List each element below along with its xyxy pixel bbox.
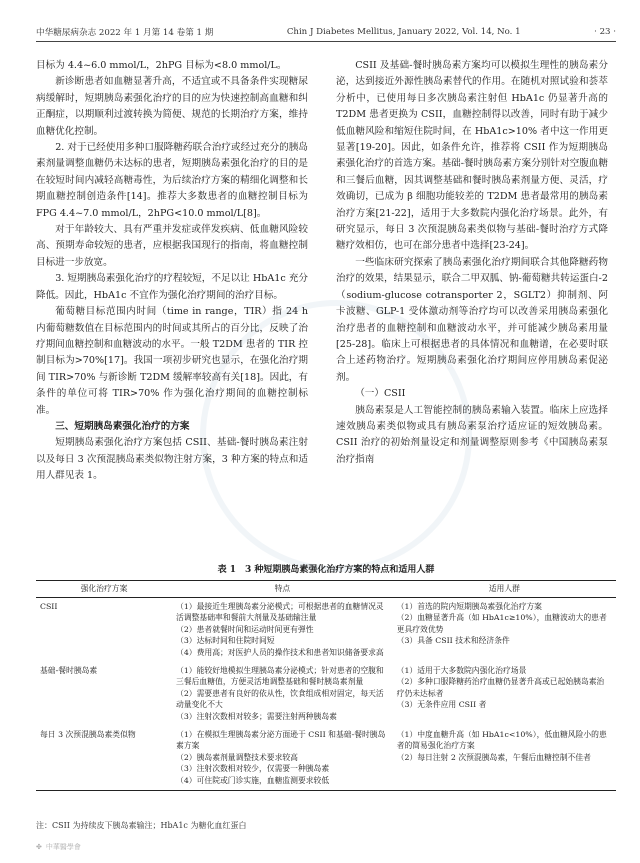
table-row (36, 597, 616, 661)
features-item: （1）最接近生理胰岛素分泌模式；可根据患者的血糖情况灵活调整基础率和餐前大剂量及基础输注量 (176, 601, 384, 623)
cell-features (172, 726, 393, 790)
features-item: （4）费用高；对医护人员的操作技术和患者知识储备要求高 (176, 647, 384, 657)
running-header (36, 24, 616, 40)
table-header-row (36, 581, 616, 598)
page-number: · 23 · (594, 27, 616, 37)
features-item: （4）可住院或门诊实施，血糖监测要求较低 (176, 775, 330, 785)
features-item: （1）能较好地模拟生理胰岛素分泌模式；针对患者的空腹和三餐后血糖值，方便灵活地调整基础和餐时胰岛素剂量 (176, 665, 384, 687)
paragraph: 胰岛素泵是人工智能控制的胰岛素输入装置。临床上应选择速效胰岛素类似物或具有胰岛素泵治疗适应证的短效胰岛素。CSII 治疗的初始剂量设定和剂量调整原则参考《中国胰岛素泵治疗指南 (336, 404, 608, 465)
features-item: （1）在模拟生理胰岛素分泌方面逊于 CSII 和基础-餐时胰岛素方案 (176, 729, 386, 751)
population-item: （3）具备 CSII 技术和经济条件 (396, 636, 510, 646)
population-item: （3）无条件应用 CSII 者 (396, 700, 487, 710)
paragraph: 一些临床研究探索了胰岛素强化治疗期间联合其他降糖药物治疗的效果，结果显示，联合二甲双胍、钠-葡萄糖共转运蛋白-2（sodium-glucose cotransporter 2，SGLT2）抑制剂、阿卡波糖、GLP-1 受体激动剂等治疗均可以改善采用胰岛素强化治疗患者的血糖控制和血糖波动水平，并可能减少胰岛素用量[25-28]。临床上可根据患者的具体情况和血糖谱，在必要时联合上述药物治疗。短期胰岛素强化治疗期间应停用胰岛素促泌剂。 (336, 256, 608, 383)
right-column (336, 58, 608, 468)
features-item: （3）达标时间和住院时间短 (176, 636, 275, 646)
features-item: （2）患者就餐时间和运动时间更有弹性 (176, 624, 314, 634)
population-item: （2）多种口服降糖药治疗血糖仍显著升高或已起始胰岛素治疗仍未达标者 (396, 677, 605, 698)
population-item: （1）首选的院内短期胰岛素强化治疗方案 (396, 601, 542, 611)
logo-icon: ✤ (36, 843, 42, 851)
header-features: 特点 (172, 581, 393, 598)
paragraph: 葡萄糖目标范围内时间（time in range，TIR）指 24 h 内葡萄糖数值在目标范围内的时间或其所占的百分比，反映了治疗期间血糖控制和血糖波动的水平。一般 T2DM 患者的 TIR 控制目标为>70%[17]。我国一项初步研究也显示，在强化治疗期间 TIR>70% 与新诊断 T2DM 缓解率较高有关[18]。因此，有条件的单位可将 TIR>70% 作为强化治疗期间的血糖控制标准。 (36, 306, 308, 416)
society-logo (36, 842, 81, 852)
header-plan: 强化治疗方案 (36, 581, 172, 598)
features-item: （3）注射次数相对较多；需要注射两种胰岛素 (176, 711, 337, 721)
logo-text: 中華醫學會 (45, 843, 81, 851)
paragraph: CSII 及基础-餐时胰岛素方案均可以模拟生理性的胰岛素分泌，达到接近外源性胰岛素替代的作用。在随机对照试验和荟萃分析中，已使用每日多次胰岛素注射但 HbA1c 仍显著升高的 T2DM 患者更换为 CSII，血糖控制得以改善，同时有助于减少低血糖风险和缩短住院时间，在 HbA1c>10% 者中这一作用更显著[19-20]。因此，如条件允许，推荐将 CSII 作为短期胰岛素强化治疗的首选方案。基础-餐时胰岛素方案分别针对空腹血糖和三餐后血糖，因其调整基础和餐时胰岛素剂量方便、灵活，疗效确切，已成为 β 细胞功能较差的 T2DM 患者最常用的胰岛素治疗方案[21-22]，适用于大多数院内强化治疗场景。此外，有研究显示，每日 3 次预混胰岛素类似物与基础-餐时治疗方式降糖疗效相仿，也可在部分患者中选择[23-24]。 (336, 60, 608, 252)
regimen-table (36, 580, 616, 791)
cell-population (393, 597, 616, 661)
cell-population (393, 726, 616, 790)
left-column (36, 58, 308, 485)
table-note: 注：CSII 为持续皮下胰岛素输注；HbA1c 为糖化血红蛋白 (36, 821, 247, 830)
paragraph: 新诊断患者如血糖显著升高，不适宜或不具备条件实现糖尿病缓解时，短期胰岛素强化治疗的目的应为快速控制高血糖和纠正酮症，以期顺利过渡转换为简便、规范的长期治疗方案，维持血糖优化控制。 (36, 76, 308, 137)
journal-issue-english: Chin J Diabetes Mellitus, January 2022, Vol. 14, No. 1 (286, 27, 521, 37)
paragraph: 3. 短期胰岛素强化治疗的疗程较短，不足以让 HbA1c 充分降低。因此，HbA1c 不宜作为强化治疗期间的治疗目标。 (36, 273, 308, 301)
header-rule (36, 41, 616, 42)
cell-population (393, 662, 616, 726)
section-heading: 三、短期胰岛素强化治疗的方案 (55, 420, 190, 432)
journal-issue: 中华糖尿病杂志 2022 年 1 月第 14 卷第 1 期 (36, 28, 214, 38)
paragraph: 2. 对于已经使用多种口服降糖药联合治疗或经过充分的胰岛素剂量调整血糖仍未达标的患者，短期胰岛素强化治疗的目的是在较短时间内减轻高糖毒性，为后续治疗方案的精细化调整和长期血糖控制创造条件[14]。推荐大多数患者的血糖控制目标为 FPG 4.4~7.0 mmol/L，2hPG<10.0 mmol/L[8]。 (36, 142, 308, 219)
header-population: 适用人群 (393, 581, 616, 598)
population-item: （2）每日注射 2 次预混胰岛素，午餐后血糖控制不佳者 (396, 752, 591, 762)
cell-plan: CSII (40, 601, 58, 611)
paragraph: 目标为 4.4~6.0 mmol/L，2hPG 目标为<8.0 mmol/L。 (36, 60, 287, 71)
paragraph: 对于年龄较大、具有严重并发症或伴发疾病、低血糖风险较高、预期寿命较短的患者，应根据我国现行的指南，将血糖控制目标进一步放宽。 (36, 224, 308, 268)
features-item: （3）注射次数相对较少，仅需要一种胰岛素 (176, 764, 330, 774)
features-item: （2）胰岛素剂量调整技术要求较高 (176, 752, 298, 762)
cell-plan: 每日 3 次预混胰岛素类似物 (36, 726, 172, 790)
population-item: （1）中度血糖升高（如 HbA1c<10%），低血糖风险小的患者的简易强化治疗方案 (396, 729, 607, 751)
subsection-heading: （一）CSII (355, 388, 406, 400)
table-row (36, 662, 616, 726)
paragraph: 短期胰岛素强化治疗方案包括 CSII、基础-餐时胰岛素注射以及每日 3 次预混胰岛素类似物注射方案，3 种方案的特点和适用人群见表 1。 (36, 437, 308, 482)
population-item: （1）适用于大多数院内强化治疗场景 (396, 665, 527, 675)
cell-features (172, 662, 393, 726)
table-title: 表 1 3 种短期胰岛素强化治疗方案的特点和适用人群 (217, 565, 435, 575)
features-item: （2）需要患者有良好的依从性，饮食组成相对固定，每天活动量变化不大 (176, 688, 384, 710)
cell-features (172, 597, 393, 661)
cell-plan: 基础-餐时胰岛素 (40, 665, 98, 675)
population-item: （2）血糖显著升高（如 HbA1c≥10%），血糖波动大的患者更具疗效优势 (396, 613, 607, 634)
table-row (36, 726, 616, 790)
